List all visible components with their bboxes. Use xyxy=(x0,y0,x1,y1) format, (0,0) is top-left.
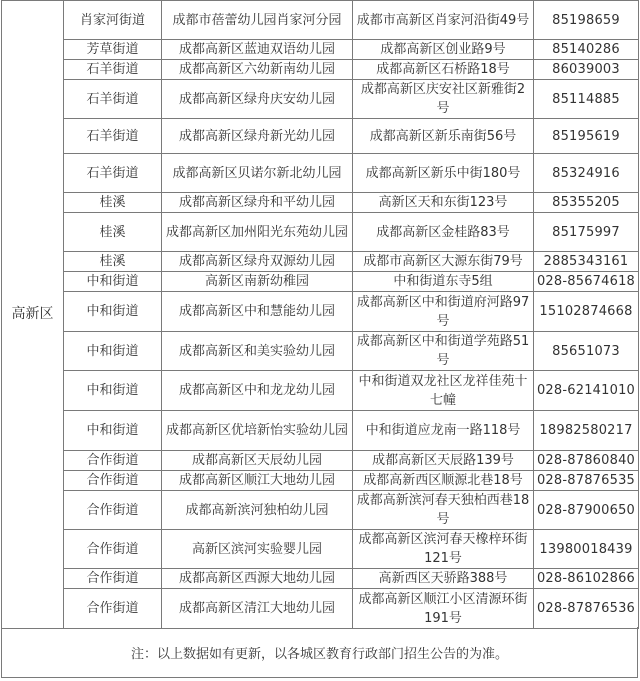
street-cell: 桂溪 xyxy=(64,193,162,213)
kindergarten-name-cell: 成都高新区绿舟双源幼儿园 xyxy=(162,252,353,272)
kindergarten-name-cell: 成都高新区天辰幼儿园 xyxy=(162,451,353,471)
table-row xyxy=(2,272,639,292)
kindergarten-name-cell: 成都高新区蓝迪双语幼儿园 xyxy=(162,40,353,60)
kindergarten-name-cell: 成都高新滨河独柏幼儿园 xyxy=(162,491,353,530)
kindergarten-name-cell: 成都高新区中和慧能幼儿园 xyxy=(162,292,353,332)
street-cell: 合作街道 xyxy=(64,491,162,530)
kindergarten-name-cell: 成都高新区六幼新南幼儿园 xyxy=(162,60,353,80)
phone-cell: 86039003 xyxy=(534,60,639,80)
phone-cell: 85651073 xyxy=(534,332,639,371)
street-cell: 中和街道 xyxy=(64,292,162,332)
address-cell: 成都市高新区大源东街79号 xyxy=(353,252,534,272)
address-cell: 成都市高新区肖家河沿街49号 xyxy=(353,1,534,40)
address-cell: 成都高新区庆安社区新雅街2号 xyxy=(353,80,534,119)
street-cell: 中和街道 xyxy=(64,272,162,292)
kindergarten-name-cell: 成都高新区中和龙龙幼儿园 xyxy=(162,371,353,411)
table-row xyxy=(2,332,639,371)
phone-cell: 85355205 xyxy=(534,193,639,213)
address-cell: 中和街道双龙社区龙祥佳苑十七幢 xyxy=(353,371,534,411)
district-cell: 高新区 xyxy=(2,1,64,629)
table-row xyxy=(2,193,639,213)
kindergarten-table xyxy=(1,0,639,629)
phone-cell: 85198659 xyxy=(534,1,639,40)
street-cell: 石羊街道 xyxy=(64,80,162,119)
address-cell: 成都高新滨河春天独柏西巷18号 xyxy=(353,491,534,530)
table-row xyxy=(2,471,639,491)
phone-cell: 85324916 xyxy=(534,154,639,193)
address-cell: 中和街道东寺5组 xyxy=(353,272,534,292)
table-row xyxy=(2,491,639,530)
address-cell: 成都高新区创业路9号 xyxy=(353,40,534,60)
address-cell: 高新区天和东街123号 xyxy=(353,193,534,213)
street-cell: 合作街道 xyxy=(64,589,162,629)
table-row xyxy=(2,589,639,629)
street-cell: 石羊街道 xyxy=(64,154,162,193)
street-cell: 中和街道 xyxy=(64,411,162,451)
street-cell: 合作街道 xyxy=(64,471,162,491)
table-row xyxy=(2,411,639,451)
phone-cell: 15102874668 xyxy=(534,292,639,332)
phone-cell: 028-87900650 xyxy=(534,491,639,530)
address-cell: 高新西区天骄路388号 xyxy=(353,569,534,589)
phone-cell: 85140286 xyxy=(534,40,639,60)
phone-cell: 028-62141010 xyxy=(534,371,639,411)
street-cell: 合作街道 xyxy=(64,569,162,589)
kindergarten-name-cell: 成都高新区顺江大地幼儿园 xyxy=(162,471,353,491)
table-row xyxy=(2,569,639,589)
address-cell: 成都高新区石桥路18号 xyxy=(353,60,534,80)
kindergarten-table-container xyxy=(1,0,638,629)
table-row xyxy=(2,530,639,569)
phone-cell: 13980018439 xyxy=(534,530,639,569)
address-cell: 成都高新区中和街道学苑路51号 xyxy=(353,332,534,371)
kindergarten-name-cell: 成都市蓓蕾幼儿园肖家河分园 xyxy=(162,1,353,40)
address-cell: 成都高新西区顺源北巷18号 xyxy=(353,471,534,491)
kindergarten-name-cell: 成都高新区加州阳光东苑幼儿园 xyxy=(162,213,353,252)
kindergarten-name-cell: 成都高新区绿舟新光幼儿园 xyxy=(162,119,353,154)
kindergarten-name-cell: 成都高新区优培新怡实验幼儿园 xyxy=(162,411,353,451)
street-cell: 中和街道 xyxy=(64,371,162,411)
address-cell: 成都高新区中和街道府河路97号 xyxy=(353,292,534,332)
street-cell: 桂溪 xyxy=(64,213,162,252)
phone-cell: 18982580217 xyxy=(534,411,639,451)
kindergarten-name-cell: 成都高新区西源大地幼儿园 xyxy=(162,569,353,589)
street-cell: 桂溪 xyxy=(64,252,162,272)
address-cell: 成都高新区新乐中街180号 xyxy=(353,154,534,193)
table-body xyxy=(2,1,639,629)
phone-cell: 85175997 xyxy=(534,213,639,252)
address-cell: 成都高新区新乐南街56号 xyxy=(353,119,534,154)
kindergarten-name-cell: 高新区滨河实验婴儿园 xyxy=(162,530,353,569)
kindergarten-name-cell: 成都高新区贝诺尔新北幼儿园 xyxy=(162,154,353,193)
table-row xyxy=(2,252,639,272)
phone-cell: 028-87876536 xyxy=(534,589,639,629)
phone-cell: 2885343161 xyxy=(534,252,639,272)
table-row xyxy=(2,154,639,193)
kindergarten-name-cell: 成都高新区绿舟和平幼儿园 xyxy=(162,193,353,213)
table-row xyxy=(2,40,639,60)
table-row xyxy=(2,292,639,332)
table-row xyxy=(2,451,639,471)
phone-cell: 028-86102866 xyxy=(534,569,639,589)
table-row xyxy=(2,1,639,40)
street-cell: 合作街道 xyxy=(64,451,162,471)
kindergarten-name-cell: 成都高新区和美实验幼儿园 xyxy=(162,332,353,371)
phone-cell: 85195619 xyxy=(534,119,639,154)
kindergarten-name-cell: 高新区南新幼稚园 xyxy=(162,272,353,292)
street-cell: 中和街道 xyxy=(64,332,162,371)
table-row xyxy=(2,80,639,119)
footnote: 注：以上数据如有更新，以各城区教育行政部门招生公告的为准。 xyxy=(1,627,638,678)
street-cell: 合作街道 xyxy=(64,530,162,569)
address-cell: 中和街道应龙南一路118号 xyxy=(353,411,534,451)
table-row xyxy=(2,371,639,411)
phone-cell: 028-85674618 xyxy=(534,272,639,292)
phone-cell: 85114885 xyxy=(534,80,639,119)
table-row xyxy=(2,119,639,154)
address-cell: 成都高新区滨河春天橡梓环街121号 xyxy=(353,530,534,569)
address-cell: 成都高新区顺江小区清源环街191号 xyxy=(353,589,534,629)
table-row xyxy=(2,60,639,80)
kindergarten-name-cell: 成都高新区绿舟庆安幼儿园 xyxy=(162,80,353,119)
phone-cell: 028-87876535 xyxy=(534,471,639,491)
kindergarten-name-cell: 成都高新区清江大地幼儿园 xyxy=(162,589,353,629)
street-cell: 肖家河街道 xyxy=(64,1,162,40)
street-cell: 芳草街道 xyxy=(64,40,162,60)
street-cell: 石羊街道 xyxy=(64,119,162,154)
phone-cell: 028-87860840 xyxy=(534,451,639,471)
address-cell: 成都高新区金桂路83号 xyxy=(353,213,534,252)
address-cell: 成都高新区天辰路139号 xyxy=(353,451,534,471)
street-cell: 石羊街道 xyxy=(64,60,162,80)
table-row xyxy=(2,213,639,252)
